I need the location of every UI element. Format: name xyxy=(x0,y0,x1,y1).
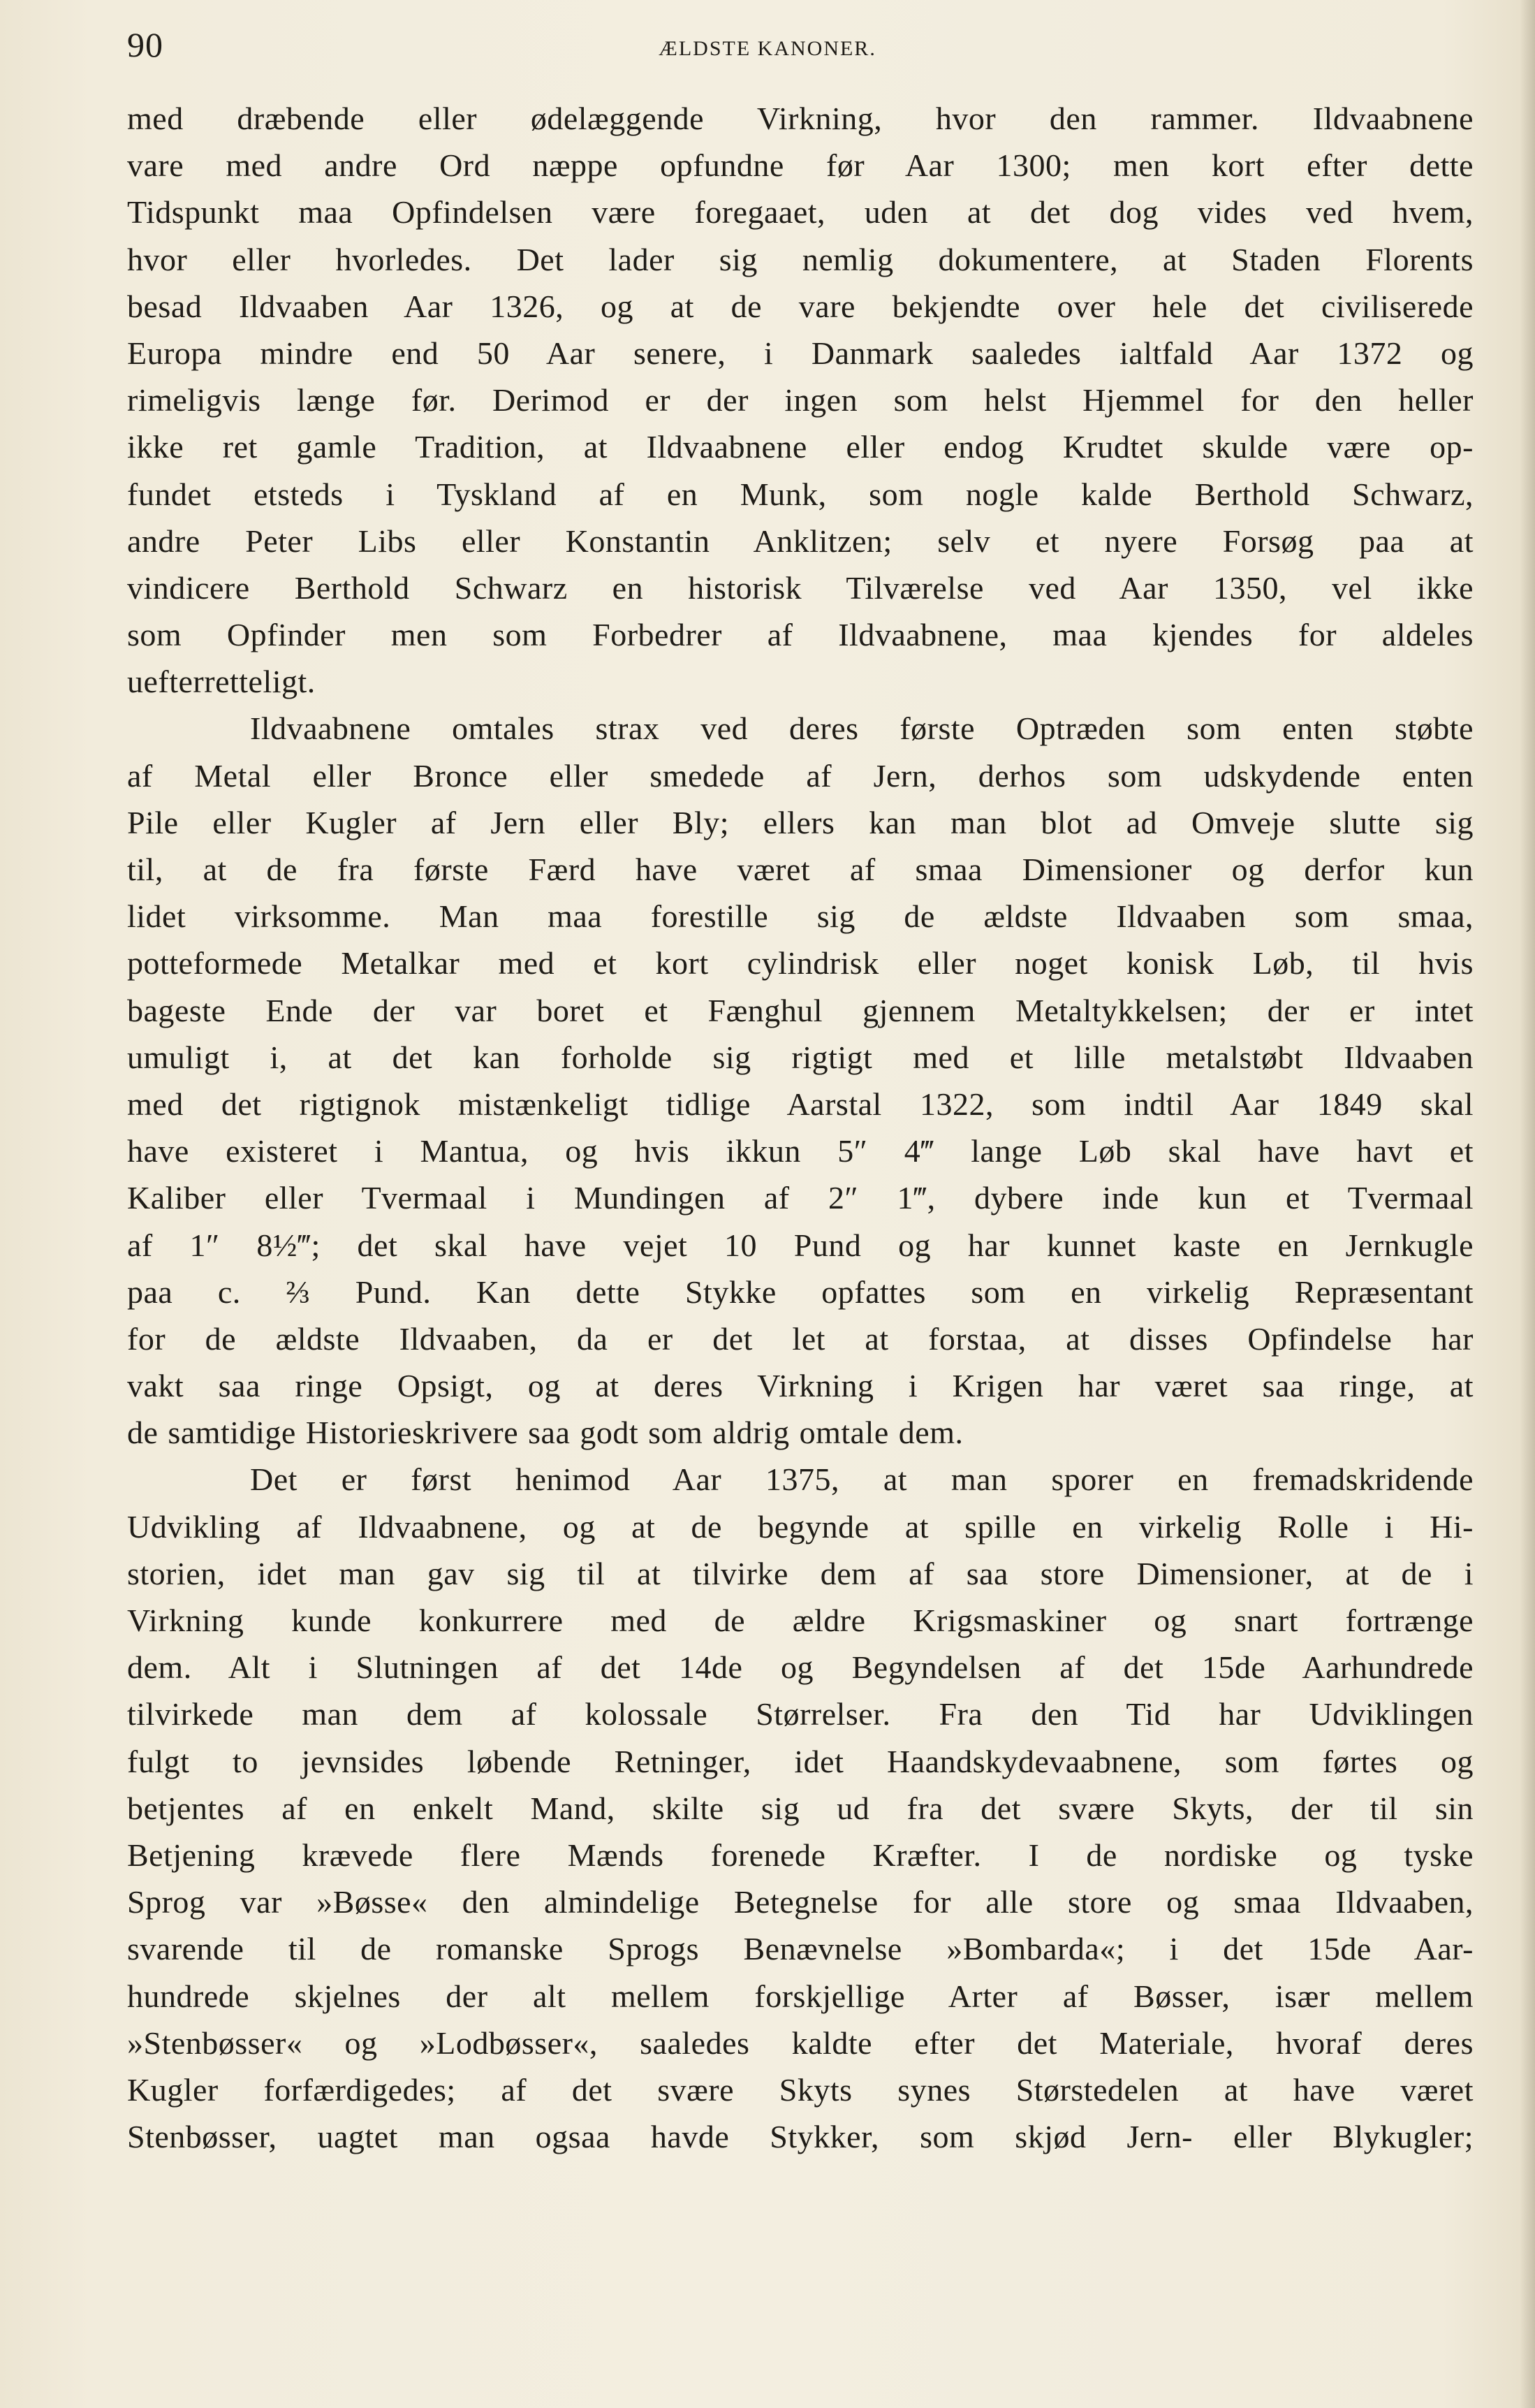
text-line: besad Ildvaaben Aar 1326, og at de vare bekjendte over hele det civiliserede xyxy=(127,288,1474,324)
text-line: ikke ret gamle Tradition, at Ildvaabnene eller endog Krudtet skulde være op- xyxy=(127,429,1474,465)
body-text xyxy=(127,95,1474,2160)
text-line: af 1″ 8½‴; det skal have vejet 10 Pund og har kunnet kaste en Jernkugle xyxy=(127,1227,1474,1263)
text-line: potteformede Metalkar med et kort cylindrisk eller noget konisk Løb, til hvis xyxy=(127,945,1474,982)
text-line: fundet etsteds i Tyskland af en Munk, som nogle kalde Berthold Schwarz, xyxy=(127,476,1474,512)
text-line: Udvikling af Ildvaabnene, og at de begynde at spille en virkelig Rolle i Hi- xyxy=(127,1508,1474,1545)
text-line: Kaliber eller Tvermaal i Mundingen af 2″ 1‴, dybere inde kun et Tvermaal xyxy=(127,1180,1474,1216)
text-line: »Stenbøsser« og »Lodbøsser«, saaledes kaldte efter det Materiale, hvoraf deres xyxy=(127,2024,1474,2061)
text-line: paa c. ⅔ Pund. Kan dette Stykke opfattes som en virkelig Repræsentant xyxy=(127,1274,1474,1310)
text-line: rimeligvis længe før. Derimod er der ingen som helst Hjemmel for den heller xyxy=(127,382,1474,418)
text-line: som Opfinder men som Forbedrer af Ildvaabnene, maa kjendes for aldeles xyxy=(127,617,1474,653)
text-line: hundrede skjelnes der alt mellem forskjellige Arter af Bøsser, især mellem xyxy=(127,1978,1474,2014)
text-line: Pile eller Kugler af Jern eller Bly; ellers kan man blot ad Omveje slutte sig xyxy=(127,804,1474,840)
text-line: Kugler forfærdigedes; af det svære Skyts synes Størstedelen at have været xyxy=(127,2071,1474,2108)
text-line: Betjening krævede flere Mænds forenede Kræfter. I de nordiske og tyske xyxy=(127,1837,1474,1873)
text-line: svarende til de romanske Sprogs Benævnelse »Bombarda«; i det 15de Aar- xyxy=(127,1931,1474,1967)
text-line: af Metal eller Bronce eller smedede af Jern, derhos som udskydende enten xyxy=(127,757,1474,794)
text-line: med dræbende eller ødelæggende Virkning, hvor den rammer. Ildvaabnene xyxy=(127,101,1474,136)
paragraph-start-line: Ildvaabnene omtales strax ved deres første Optræden som enten støbte xyxy=(250,710,1474,747)
text-line: vare med andre Ord næppe opfundne før Aar 1300; men kort efter dette xyxy=(127,147,1474,184)
text-line: med det rigtignok mistænkeligt tidlige Aarstal 1322, som indtil Aar 1849 skal xyxy=(127,1086,1474,1122)
text-line: Europa mindre end 50 Aar senere, i Danmark saaledes ialtfald Aar 1372 og xyxy=(127,335,1474,371)
text-line: dem. Alt i Slutningen af det 14de og Begyndelsen af det 15de Aarhundrede xyxy=(127,1649,1474,1686)
page-number: 90 xyxy=(127,25,163,64)
text-line: betjentes af en enkelt Mand, skilte sig ud fra det svære Skyts, der til sin xyxy=(127,1790,1474,1826)
text-line: have existeret i Mantua, og hvis ikkun 5″ 4‴ lange Løb skal have havt et xyxy=(127,1133,1474,1169)
text-line: fulgt to jevnsides løbende Retninger, idet Haandskydevaabnene, som førtes og xyxy=(127,1743,1474,1779)
text-line: hvor eller hvorledes. Det lader sig nemlig dokumentere, at Staden Florents xyxy=(127,241,1474,277)
text-line: andre Peter Libs eller Konstantin Anklitzen; selv et nyere Forsøg paa at xyxy=(127,523,1474,559)
text-line: umuligt i, at det kan forholde sig rigtigt med et lille metalstøbt Ildvaaben xyxy=(127,1039,1474,1075)
paragraph-start-line: Det er først henimod Aar 1375, at man sporer en fremadskridende xyxy=(250,1461,1474,1498)
text-line: vindicere Berthold Schwarz en historisk Tilværelse ved Aar 1350, vel ikke xyxy=(127,569,1474,606)
text-line: Stenbøsser, uagtet man ogsaa havde Stykker, som skjød Jern- eller Blykugler; xyxy=(127,2119,1474,2155)
text-line: vakt saa ringe Opsigt, og at deres Virkning i Krigen har været saa ringe, at xyxy=(127,1368,1474,1404)
text-line: Tidspunkt maa Opfindelsen være foregaaet, uden at det dog vides ved hvem, xyxy=(127,194,1474,231)
text-line: storien, idet man gav sig til at tilvirke dem af saa store Dimensioner, at de i xyxy=(127,1555,1474,1591)
running-title: ÆLDSTE KANONER. xyxy=(659,37,876,60)
text-line: tilvirkede man dem af kolossale Størrelser. Fra den Tid har Udviklingen xyxy=(127,1696,1474,1732)
page-edge-shadow xyxy=(1520,0,1535,2408)
text-line: for de ældste Ildvaaben, da er det let at forstaa, at disses Opfindelse har xyxy=(127,1320,1474,1357)
text-line: til, at de fra første Færd have været af smaa Dimensioner og derfor kun xyxy=(127,852,1474,887)
text-line: lidet virksomme. Man maa forestille sig de ældste Ildvaaben som smaa, xyxy=(127,898,1474,935)
text-line: Virkning kunde konkurrere med de ældre Krigsmaskiner og snart fortrænge xyxy=(127,1603,1474,1638)
text-line: bageste Ende der var boret et Fænghul gjennem Metaltykkelsen; der er intet xyxy=(127,992,1474,1028)
paragraph-end-line: uefterretteligt. xyxy=(127,664,316,700)
text-line: Sprog var »Bøsse« den almindelige Betegnelse for alle store og smaa Ildvaaben, xyxy=(127,1884,1474,1920)
paragraph-end-line: de samtidige Historieskrivere saa godt som aldrig omtale dem. xyxy=(127,1415,964,1451)
